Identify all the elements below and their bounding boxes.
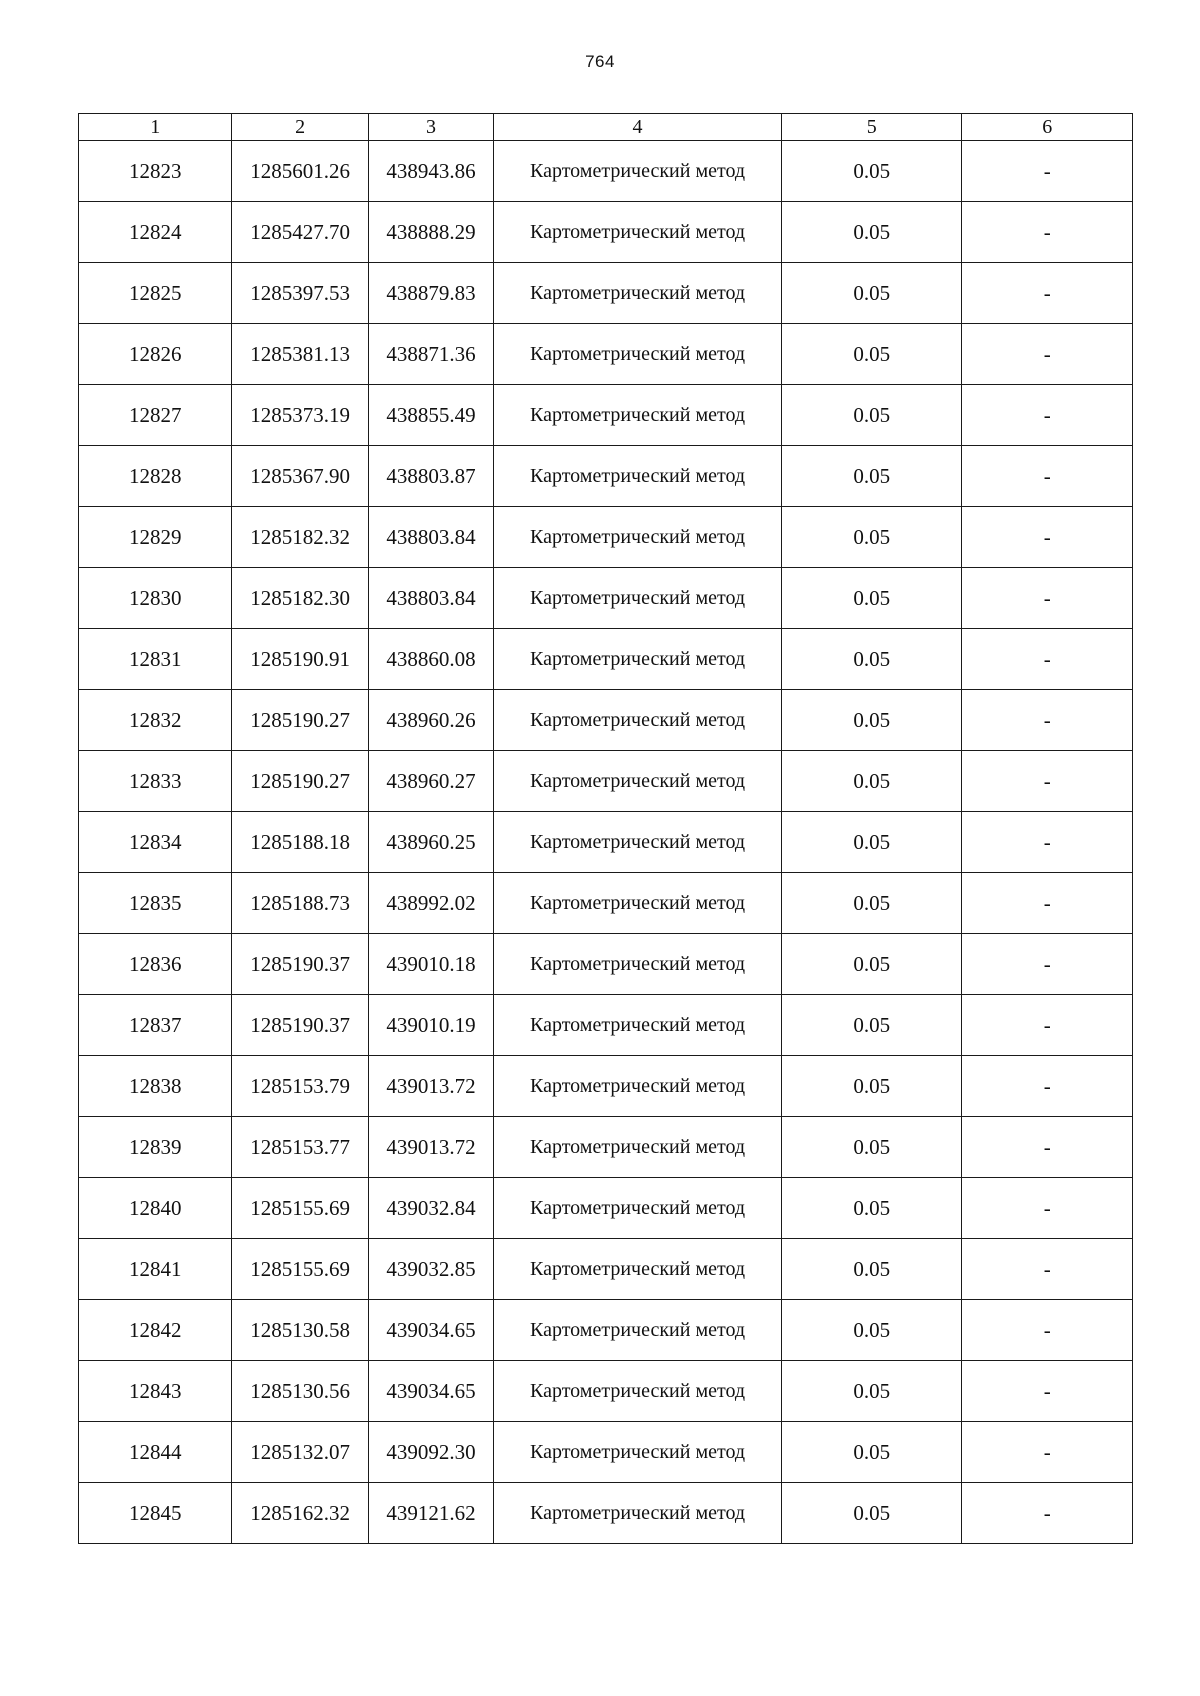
accuracy-cell: 0.05 [781, 934, 962, 995]
x-coordinate-cell: 1285162.32 [232, 1483, 368, 1544]
y-coordinate-cell: 439032.85 [368, 1239, 493, 1300]
point-number-cell: 12844 [79, 1422, 232, 1483]
x-coordinate-cell: 1285601.26 [232, 141, 368, 202]
x-coordinate-cell: 1285132.07 [232, 1422, 368, 1483]
method-cell: Картометрический метод [494, 934, 782, 995]
y-coordinate-cell: 438803.87 [368, 446, 493, 507]
note-cell: - [962, 568, 1133, 629]
accuracy-cell: 0.05 [781, 202, 962, 263]
x-coordinate-cell: 1285130.58 [232, 1300, 368, 1361]
accuracy-cell: 0.05 [781, 507, 962, 568]
point-number-cell: 12829 [79, 507, 232, 568]
x-coordinate-cell: 1285190.27 [232, 690, 368, 751]
point-number-cell: 12823 [79, 141, 232, 202]
note-cell: - [962, 1178, 1133, 1239]
method-cell: Картометрический метод [494, 629, 782, 690]
table-row [79, 751, 1133, 812]
method-cell: Картометрический метод [494, 1056, 782, 1117]
table-row [79, 263, 1133, 324]
note-cell: - [962, 141, 1133, 202]
y-coordinate-cell: 439034.65 [368, 1361, 493, 1422]
y-coordinate-cell: 438855.49 [368, 385, 493, 446]
note-cell: - [962, 1483, 1133, 1544]
y-coordinate-cell: 438992.02 [368, 873, 493, 934]
accuracy-cell: 0.05 [781, 141, 962, 202]
x-coordinate-cell: 1285153.77 [232, 1117, 368, 1178]
y-coordinate-cell: 438943.86 [368, 141, 493, 202]
x-coordinate-cell: 1285155.69 [232, 1178, 368, 1239]
table-row [79, 1056, 1133, 1117]
x-coordinate-cell: 1285182.30 [232, 568, 368, 629]
x-coordinate-cell: 1285130.56 [232, 1361, 368, 1422]
method-cell: Картометрический метод [494, 568, 782, 629]
table-row [79, 1483, 1133, 1544]
accuracy-cell: 0.05 [781, 629, 962, 690]
method-cell: Картометрический метод [494, 385, 782, 446]
y-coordinate-cell: 439032.84 [368, 1178, 493, 1239]
table-row [79, 1239, 1133, 1300]
method-cell: Картометрический метод [494, 751, 782, 812]
y-coordinate-cell: 439010.18 [368, 934, 493, 995]
x-coordinate-cell: 1285373.19 [232, 385, 368, 446]
accuracy-cell: 0.05 [781, 690, 962, 751]
method-cell: Картометрический метод [494, 141, 782, 202]
point-number-cell: 12827 [79, 385, 232, 446]
note-cell: - [962, 202, 1133, 263]
table-row [79, 446, 1133, 507]
table-row [79, 202, 1133, 263]
x-coordinate-cell: 1285190.37 [232, 934, 368, 995]
y-coordinate-cell: 439092.30 [368, 1422, 493, 1483]
y-coordinate-cell: 438860.08 [368, 629, 493, 690]
note-cell: - [962, 263, 1133, 324]
point-number-cell: 12830 [79, 568, 232, 629]
x-coordinate-cell: 1285155.69 [232, 1239, 368, 1300]
note-cell: - [962, 690, 1133, 751]
note-cell: - [962, 385, 1133, 446]
table-body [79, 141, 1133, 1544]
accuracy-cell: 0.05 [781, 1117, 962, 1178]
note-cell: - [962, 1117, 1133, 1178]
x-coordinate-cell: 1285397.53 [232, 263, 368, 324]
note-cell: - [962, 1300, 1133, 1361]
x-coordinate-cell: 1285190.91 [232, 629, 368, 690]
y-coordinate-cell: 438803.84 [368, 568, 493, 629]
table-row [79, 1300, 1133, 1361]
note-cell: - [962, 1239, 1133, 1300]
note-cell: - [962, 751, 1133, 812]
point-number-cell: 12843 [79, 1361, 232, 1422]
method-cell: Картометрический метод [494, 873, 782, 934]
point-number-cell: 12837 [79, 995, 232, 1056]
note-cell: - [962, 324, 1133, 385]
column-header: 6 [962, 114, 1133, 141]
y-coordinate-cell: 438960.26 [368, 690, 493, 751]
method-cell: Картометрический метод [494, 263, 782, 324]
note-cell: - [962, 873, 1133, 934]
accuracy-cell: 0.05 [781, 324, 962, 385]
point-number-cell: 12826 [79, 324, 232, 385]
accuracy-cell: 0.05 [781, 995, 962, 1056]
point-number-cell: 12836 [79, 934, 232, 995]
x-coordinate-cell: 1285190.27 [232, 751, 368, 812]
y-coordinate-cell: 439013.72 [368, 1117, 493, 1178]
y-coordinate-cell: 438803.84 [368, 507, 493, 568]
accuracy-cell: 0.05 [781, 263, 962, 324]
method-cell: Картометрический метод [494, 324, 782, 385]
column-header: 2 [232, 114, 368, 141]
method-cell: Картометрический метод [494, 995, 782, 1056]
table-row [79, 629, 1133, 690]
x-coordinate-cell: 1285381.13 [232, 324, 368, 385]
note-cell: - [962, 1422, 1133, 1483]
point-number-cell: 12831 [79, 629, 232, 690]
table-row [79, 324, 1133, 385]
accuracy-cell: 0.05 [781, 1422, 962, 1483]
column-header: 4 [494, 114, 782, 141]
accuracy-cell: 0.05 [781, 1056, 962, 1117]
accuracy-cell: 0.05 [781, 1239, 962, 1300]
note-cell: - [962, 812, 1133, 873]
point-number-cell: 12838 [79, 1056, 232, 1117]
y-coordinate-cell: 438888.29 [368, 202, 493, 263]
point-number-cell: 12841 [79, 1239, 232, 1300]
point-number-cell: 12834 [79, 812, 232, 873]
note-cell: - [962, 629, 1133, 690]
accuracy-cell: 0.05 [781, 446, 962, 507]
note-cell: - [962, 1361, 1133, 1422]
method-cell: Картометрический метод [494, 1178, 782, 1239]
y-coordinate-cell: 438871.36 [368, 324, 493, 385]
table-row [79, 1361, 1133, 1422]
note-cell: - [962, 934, 1133, 995]
method-cell: Картометрический метод [494, 1239, 782, 1300]
point-number-cell: 12833 [79, 751, 232, 812]
method-cell: Картометрический метод [494, 1422, 782, 1483]
method-cell: Картометрический метод [494, 1483, 782, 1544]
x-coordinate-cell: 1285367.90 [232, 446, 368, 507]
x-coordinate-cell: 1285190.37 [232, 995, 368, 1056]
accuracy-cell: 0.05 [781, 812, 962, 873]
accuracy-cell: 0.05 [781, 1300, 962, 1361]
column-header: 3 [368, 114, 493, 141]
y-coordinate-cell: 439013.72 [368, 1056, 493, 1117]
table-row [79, 690, 1133, 751]
x-coordinate-cell: 1285188.73 [232, 873, 368, 934]
y-coordinate-cell: 438879.83 [368, 263, 493, 324]
header-row [79, 114, 1133, 141]
x-coordinate-cell: 1285153.79 [232, 1056, 368, 1117]
accuracy-cell: 0.05 [781, 1483, 962, 1544]
table-row [79, 507, 1133, 568]
point-number-cell: 12824 [79, 202, 232, 263]
note-cell: - [962, 995, 1133, 1056]
x-coordinate-cell: 1285427.70 [232, 202, 368, 263]
method-cell: Картометрический метод [494, 202, 782, 263]
y-coordinate-cell: 438960.25 [368, 812, 493, 873]
accuracy-cell: 0.05 [781, 1178, 962, 1239]
point-number-cell: 12845 [79, 1483, 232, 1544]
note-cell: - [962, 1056, 1133, 1117]
column-header: 5 [781, 114, 962, 141]
method-cell: Картометрический метод [494, 1117, 782, 1178]
table-row [79, 568, 1133, 629]
method-cell: Картометрический метод [494, 1361, 782, 1422]
accuracy-cell: 0.05 [781, 873, 962, 934]
point-number-cell: 12840 [79, 1178, 232, 1239]
table-row [79, 141, 1133, 202]
y-coordinate-cell: 439010.19 [368, 995, 493, 1056]
x-coordinate-cell: 1285182.32 [232, 507, 368, 568]
method-cell: Картометрический метод [494, 446, 782, 507]
table-row [79, 1117, 1133, 1178]
coordinates-table [78, 113, 1133, 1544]
note-cell: - [962, 507, 1133, 568]
table-row [79, 934, 1133, 995]
table-row [79, 1178, 1133, 1239]
note-cell: - [962, 446, 1133, 507]
x-coordinate-cell: 1285188.18 [232, 812, 368, 873]
table-row [79, 995, 1133, 1056]
table-row [79, 1422, 1133, 1483]
page-number: 764 [585, 52, 615, 71]
point-number-cell: 12832 [79, 690, 232, 751]
point-number-cell: 12839 [79, 1117, 232, 1178]
y-coordinate-cell: 438960.27 [368, 751, 493, 812]
y-coordinate-cell: 439121.62 [368, 1483, 493, 1544]
accuracy-cell: 0.05 [781, 568, 962, 629]
table-row [79, 812, 1133, 873]
point-number-cell: 12825 [79, 263, 232, 324]
table-header [79, 114, 1133, 141]
method-cell: Картометрический метод [494, 690, 782, 751]
point-number-cell: 12835 [79, 873, 232, 934]
table-row [79, 385, 1133, 446]
accuracy-cell: 0.05 [781, 385, 962, 446]
y-coordinate-cell: 439034.65 [368, 1300, 493, 1361]
accuracy-cell: 0.05 [781, 1361, 962, 1422]
method-cell: Картометрический метод [494, 812, 782, 873]
point-number-cell: 12842 [79, 1300, 232, 1361]
method-cell: Картометрический метод [494, 1300, 782, 1361]
column-header: 1 [79, 114, 232, 141]
table-row [79, 873, 1133, 934]
method-cell: Картометрический метод [494, 507, 782, 568]
point-number-cell: 12828 [79, 446, 232, 507]
accuracy-cell: 0.05 [781, 751, 962, 812]
